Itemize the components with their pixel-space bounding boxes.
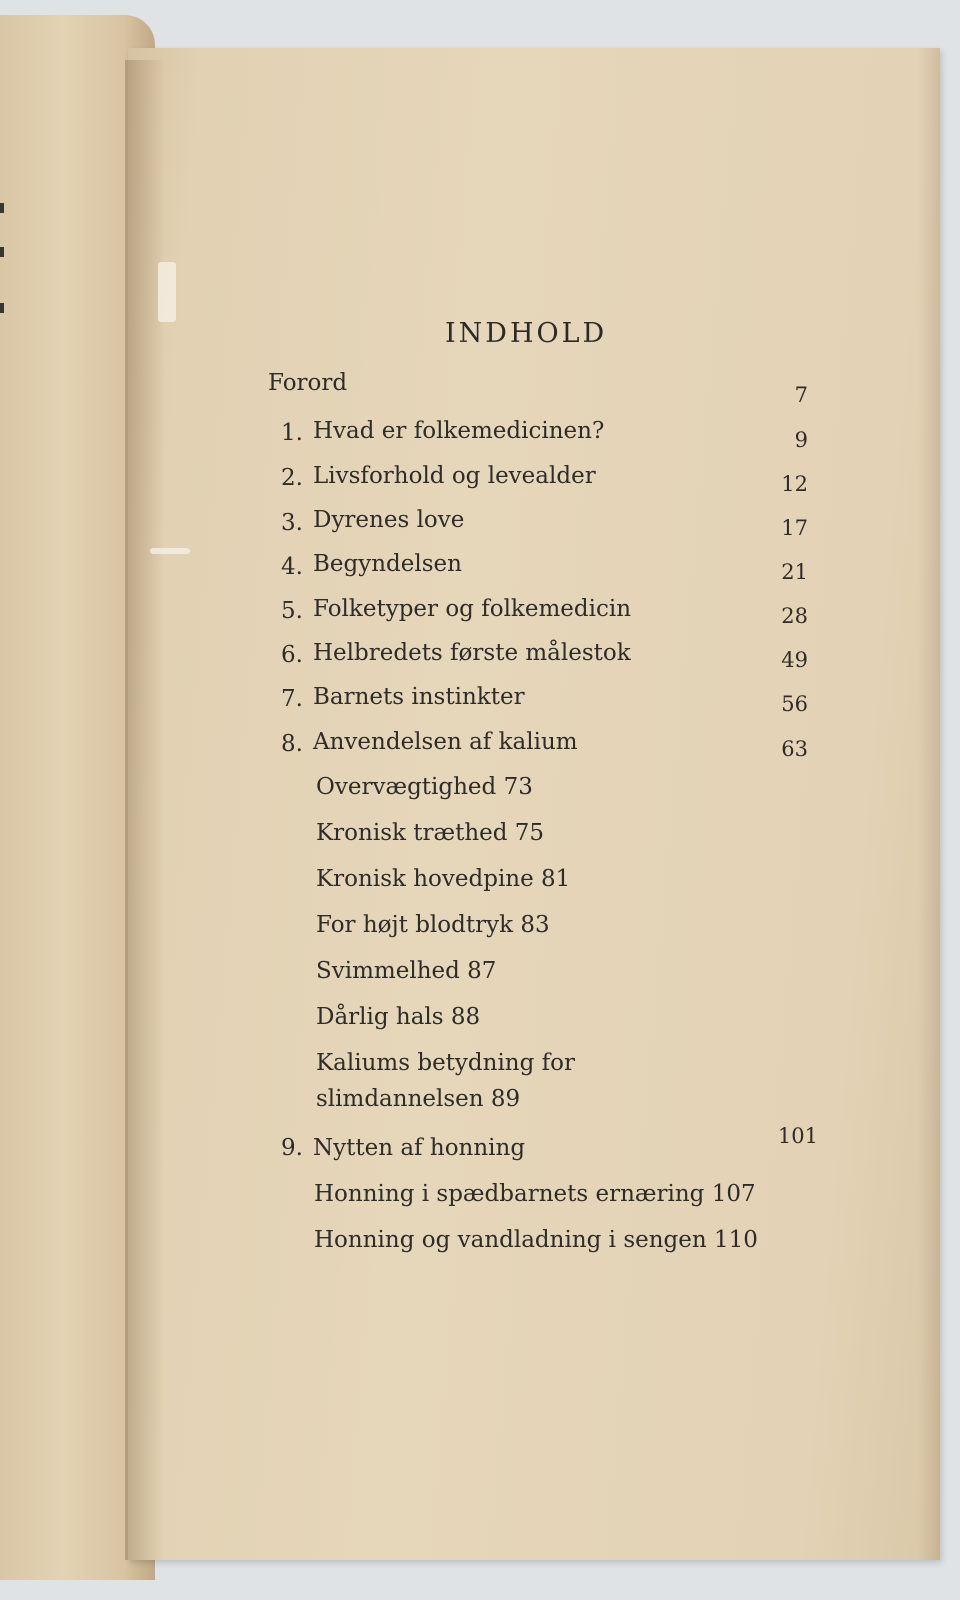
toc-subsection: For højt blodtryk 83 [316,912,550,938]
toc-subsection: Kaliums betydning for [316,1050,576,1076]
toc-page-number: 49 [781,648,808,672]
toc-chapter-title: Anvendelsen af kalium [313,729,578,755]
toc-chapter-number: 2. [281,465,303,491]
toc-subsection: Honning i spædbarnets ernæring 107 [314,1181,756,1207]
toc-subsection: Kronisk hovedpine 81 [316,866,571,892]
left-page-text-fragment [0,247,4,257]
torn-paper-mark [150,548,190,554]
toc-page-number: 101 [777,1124,818,1148]
toc-chapter-number: 4. [281,554,303,580]
right-book-page [128,48,940,1560]
left-page-text-fragment [0,303,4,313]
toc-chapter-number: 9. [281,1135,303,1161]
toc-subsection: Svimmelhed 87 [316,958,497,984]
toc-subsection: slimdannelsen 89 [316,1086,521,1112]
toc-page-number: 17 [781,516,808,540]
toc-chapter-title: Livsforhold og levealder [313,463,596,489]
toc-title: INDHOLD [445,318,608,349]
toc-chapter-number: 7. [281,686,303,712]
torn-paper-mark [158,262,176,322]
toc-chapter-number: 8. [281,731,303,757]
toc-page-number: 9 [794,428,808,452]
toc-chapter-title: Hvad er folkemedicinen? [313,418,605,444]
toc-chapter-number: 3. [281,510,303,536]
toc-page-number: 28 [781,604,808,628]
toc-subsection: Kronisk træthed 75 [316,820,545,846]
toc-chapter-number: 5. [281,598,303,624]
toc-chapter-title: Dyrenes love [313,507,465,533]
toc-page-number: 63 [781,737,808,761]
left-page-text-fragment [0,203,4,213]
toc-subsection: Overvægtighed 73 [316,774,533,800]
toc-subsection: Dårlig hals 88 [316,1004,481,1030]
toc-chapter-title: Begyndelsen [313,551,462,577]
toc-chapter-title: Barnets instinkter [313,684,525,710]
toc-chapter-number: 1. [281,420,303,446]
toc-chapter-title: Folketyper og folkemedicin [313,596,632,622]
toc-chapter-title: Nytten af honning [313,1135,526,1161]
toc-page-number: 21 [781,560,808,584]
toc-entry-foreword: Forord [268,370,348,396]
toc-page-number: 56 [781,692,808,716]
toc-chapter-title: Helbredets første målestok [313,640,631,666]
toc-subsection: Honning og vandladning i sengen 110 [314,1227,758,1253]
toc-chapter-number: 6. [281,642,303,668]
toc-page-number: 12 [781,472,808,496]
toc-page-number: 7 [794,383,808,407]
